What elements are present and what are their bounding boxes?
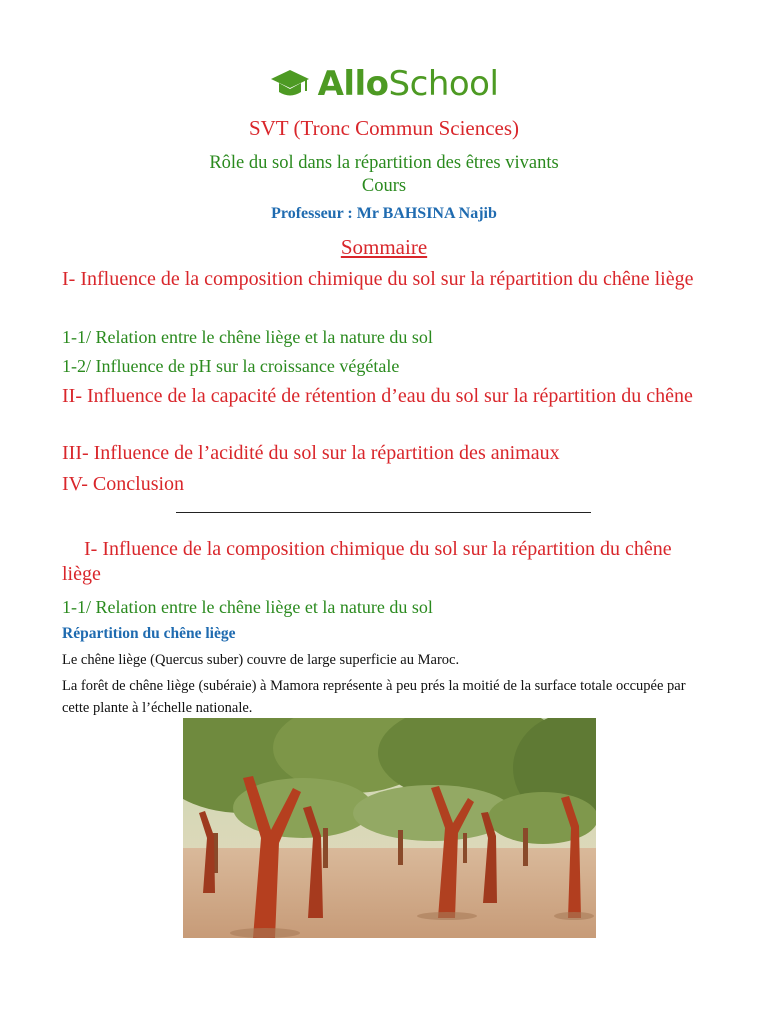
section-heading: I- Influence de la composition chimique du sol sur la répartition du chêne liège xyxy=(62,538,672,585)
lesson-type: Cours xyxy=(361,176,407,196)
lesson-title: Rôle du sol dans la répartition des êtres vivants xyxy=(209,153,559,173)
logo-text-regular: School xyxy=(388,64,499,104)
subject-title: SVT (Tronc Commun Sciences) xyxy=(248,116,520,140)
logo-text xyxy=(318,64,499,104)
lesson-title-block xyxy=(0,152,768,198)
graduation-cap-icon xyxy=(270,68,310,100)
toc-item[interactable]: 1-2/ Influence de pH sur la croissance végétale xyxy=(62,356,400,376)
subsection-heading: 1-1/ Relation entre le chêne liège et la nature du sol xyxy=(62,597,433,617)
logo-text-bold: Allo xyxy=(317,64,389,104)
toc-item[interactable]: II- Influence de la capacité de rétention d’eau du sol sur la répartition du chêne xyxy=(62,385,693,407)
toc-item[interactable]: 1-1/ Relation entre le chêne liège et la nature du sol xyxy=(62,327,433,347)
toc-item[interactable]: III- Influence de l’acidité du sol sur la répartition des animaux xyxy=(62,442,560,464)
alloschool-logo[interactable] xyxy=(0,64,768,104)
toc-title: Sommaire xyxy=(340,235,428,259)
cork-oak-forest-photo xyxy=(183,718,596,938)
toc-item[interactable]: IV- Conclusion xyxy=(62,473,185,495)
subsubsection-heading: Répartition du chêne liège xyxy=(62,625,236,642)
professor-name: Professeur : Mr BAHSINA Najib xyxy=(271,205,497,222)
paragraph: Le chêne liège (Quercus suber) couvre de large superficie au Maroc. xyxy=(62,652,460,668)
section-divider xyxy=(176,512,591,513)
paragraph: La forêt de chêne liège (subéraie) à Mamora représente à peu prés la moitié de la surface totale occupée par cette plante à l’échelle nationale. xyxy=(62,678,686,716)
toc-item[interactable]: I- Influence de la composition chimique du sol sur la répartition du chêne liège xyxy=(62,268,694,290)
